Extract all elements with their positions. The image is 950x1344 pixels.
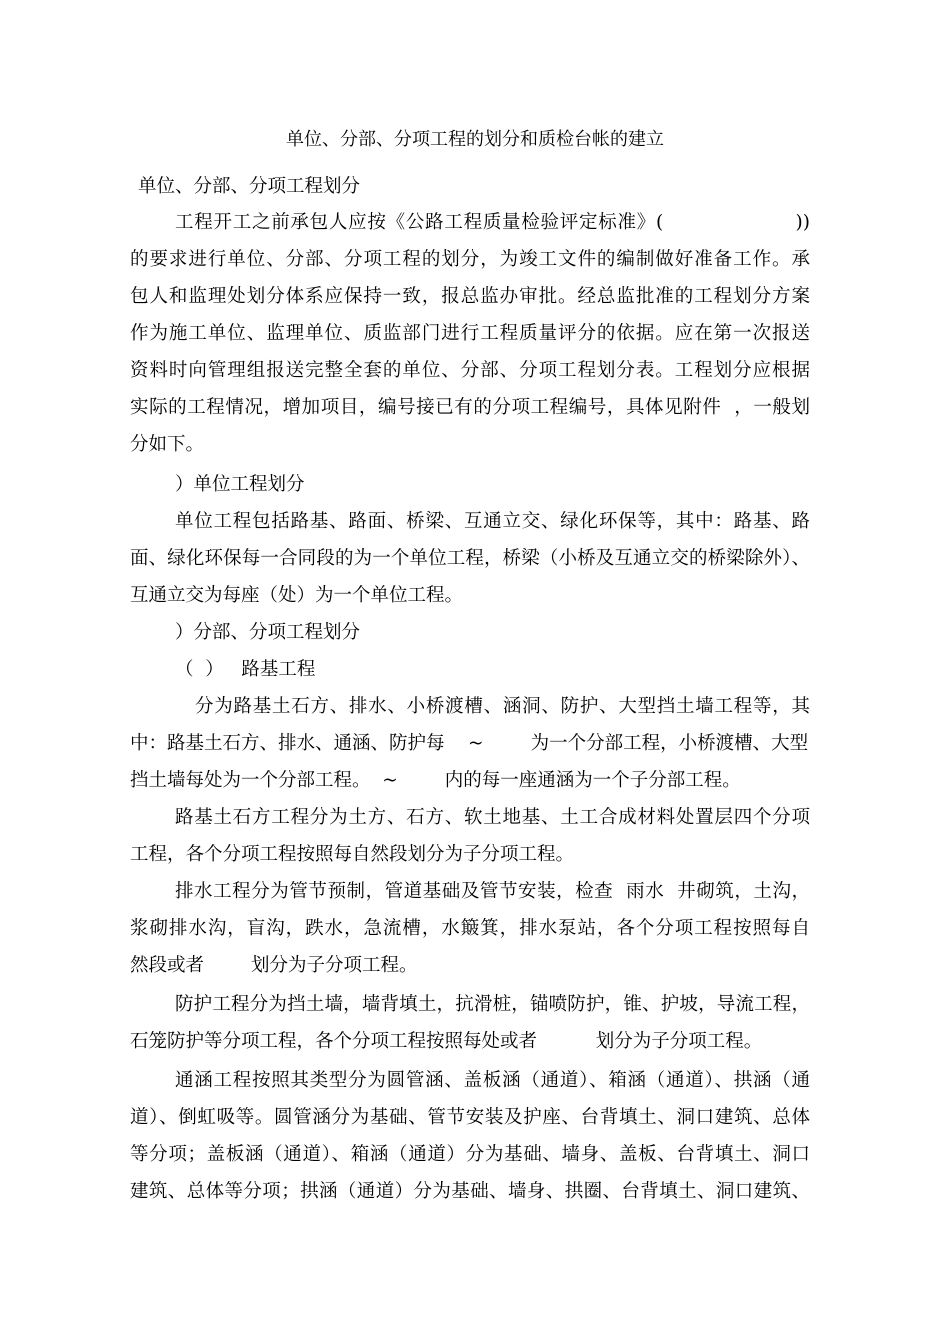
paragraph-line: 建筑、总体等分项；拱涵（通道）分为基础、墙身、拱圈、台背填土、洞口建筑、 <box>130 1181 810 1202</box>
subsection-heading: ）分部、分项工程划分 <box>175 622 361 643</box>
paragraph-line: 互通立交为每座（处）为一个单位工程。 <box>130 585 464 606</box>
paragraph-line: 工程，各个分项工程按照每自然段划分为子分项工程。 <box>130 844 575 865</box>
paragraph-line: 石笼防护等分项工程，各个分项工程按照每处或者 划分为子分项工程。 <box>130 1031 763 1052</box>
document-title: 单位、分部、分项工程的划分和质检台帐的建立 <box>286 129 664 150</box>
paragraph-line: 资料时向管理组报送完整全套的单位、分部、分项工程划分表。工程划分应根据 <box>130 360 810 381</box>
paragraph-line: 路基土石方工程分为土方、石方、软土地基、土工合成材料处置层四个分项 <box>175 807 810 828</box>
paragraph-line: 中：路基土石方、排水、通涵、防护每 ~ 为一个分部工程，小桥渡槽、大型 <box>130 733 809 754</box>
paragraph-line: 面、绿化环保每一合同段的为一个单位工程，桥梁（小桥及互通立交的桥梁除外）、 <box>130 548 810 569</box>
paragraph-line: 分如下。 <box>130 434 205 455</box>
paragraph-line: 的要求进行单位、分部、分项工程的划分，为竣工文件的编制做好准备工作。承 <box>130 249 810 270</box>
subsection-heading: （ ） 路基工程 <box>175 659 316 680</box>
paragraph-line: 单位工程包括路基、路面、桥梁、互通立交、绿化环保等，其中：路基、路 <box>175 511 810 532</box>
paragraph-line: 浆砌排水沟，盲沟，跌水，急流槽，水簸箕，排水泵站，各个分项工程按照每自 <box>130 918 810 939</box>
paragraph-line: 挡土墙每处为一个分部工程。 ~ 内的每一座通涵为一个子分部工程。 <box>130 770 741 791</box>
paragraph-line: 防护工程分为挡土墙，墙背填土，抗滑桩，锚喷防护，锥、护坡，导流工程， <box>175 994 810 1015</box>
paragraph-line: 作为施工单位、监理单位、质监部门进行工程质量评分的依据。应在第一次报送 <box>130 323 810 344</box>
paragraph-line: 实际的工程情况，增加项目，编号接已有的分项工程编号，具体见附件 ，一般划 <box>130 397 810 418</box>
paragraph-line: 通涵工程按照其类型分为圆管涵、盖板涵（通道）、箱涵（通道）、拱涵（通 <box>175 1070 810 1091</box>
paragraph-line: 排水工程分为管节预制，管道基础及管节安装，检查 雨水 井砌筑，土沟， <box>175 881 810 902</box>
subsection-heading: ）单位工程划分 <box>175 474 305 495</box>
paragraph-line: 等分项；盖板涵（通道）、箱涵（通道）分为基础、墙身、盖板、台背填土、洞口 <box>130 1144 810 1165</box>
paragraph-line: 然段或者 划分为子分项工程。 <box>130 955 418 976</box>
paragraph-line: 包人和监理处划分体系应保持一致，报总监办审批。经总监批准的工程划分方案 <box>130 286 810 307</box>
section-heading: 单位、分部、分项工程划分 <box>138 176 361 197</box>
paragraph-line: 工程开工之前承包人应按《公路工程质量检验评定标准》( )) <box>175 212 810 233</box>
paragraph-line: 分为路基土石方、排水、小桥渡槽、涵洞、防护、大型挡土墙工程等，其 <box>195 696 810 717</box>
paragraph-line: 道）、倒虹吸等。圆管涵分为基础、管节安装及护座、台背填土、洞口建筑、总体 <box>130 1107 810 1128</box>
